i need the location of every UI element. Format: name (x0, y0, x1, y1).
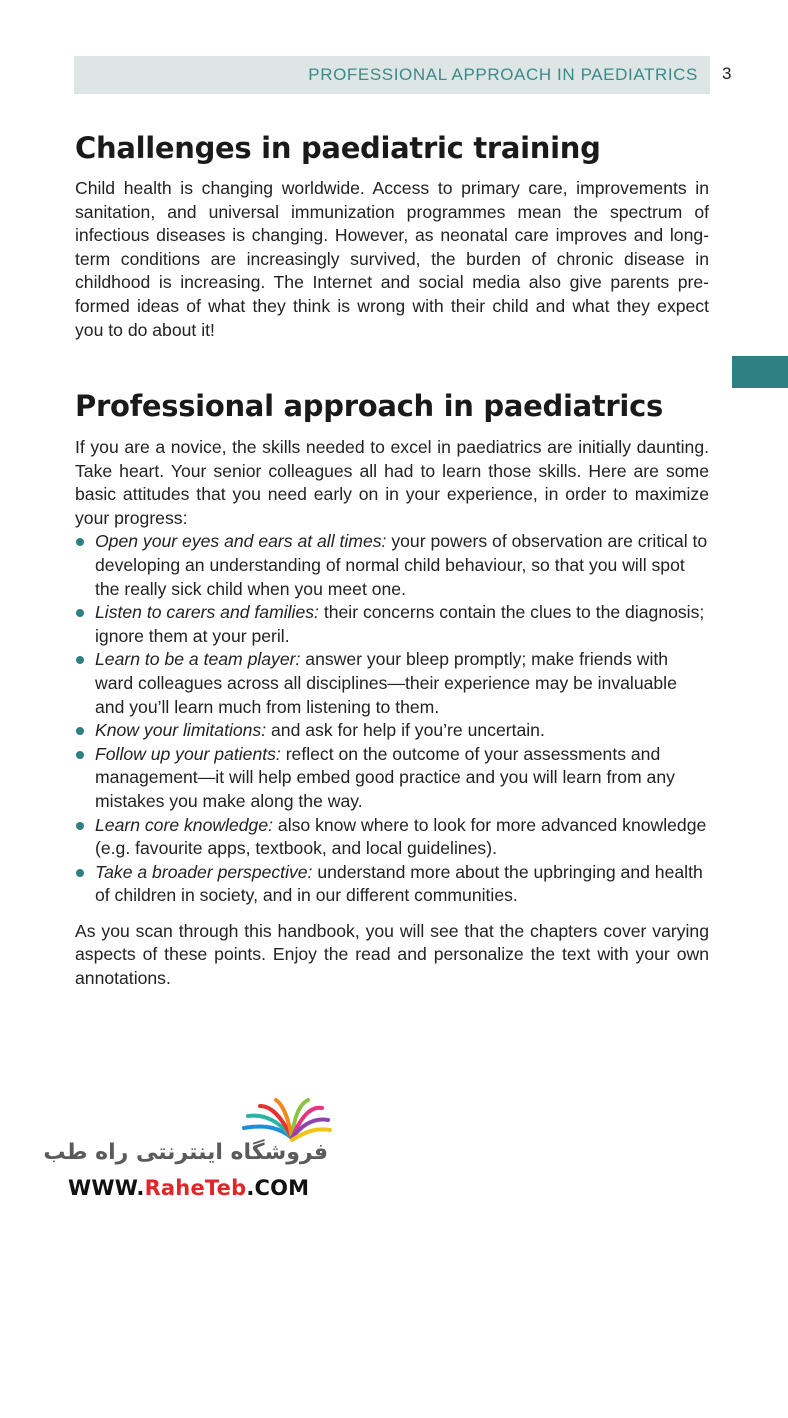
watermark-persian-text: فروشگاه اینترنتی راه طب (43, 1140, 328, 1165)
section-professional-approach (75, 388, 709, 991)
list-item: Learn core knowledge: also know where to look for more advanced knowledge (e.g. favourite apps, textbook, and local guidelines). (75, 814, 709, 861)
list-item: Take a broader perspective: understand more about the upbringing and health of children in society, and in our different communities. (75, 861, 709, 908)
page-number: 3 (722, 64, 732, 83)
watermark-url: WWW.RaheTeb.COM (68, 1176, 310, 1200)
section-paragraph: Child health is changing worldwide. Access to primary care, improvements in sanitation, and universal immunization programmes mean the spectrum of infectious diseases is changing. However, as neonatal care improves and long-term conditions are increasingly survived, the burden of chronic disease in childhood is increasing. The Internet and social media also give parents pre-formed ideas of what they think is wrong with their child and what they expect you to do about it! (75, 178, 709, 340)
list-item: Listen to carers and families: their concerns contain the clues to the diagnosis; ignore them at your peril. (75, 601, 709, 648)
section-heading: Challenges in paediatric training (75, 131, 601, 165)
section-challenges (75, 130, 709, 342)
attitudes-list (75, 530, 709, 908)
section-heading: Professional approach in paediatrics (75, 389, 663, 423)
list-item: Know your limitations: and ask for help if you’re uncertain. (75, 719, 709, 743)
list-item: Follow up your patients: reflect on the outcome of your assessments and management—it will help embed good practice and you will learn from any mistakes you make along the way. (75, 743, 709, 814)
closing-paragraph: As you scan through this handbook, you will see that the chapters cover varying aspects of these points. Enjoy the read and personalize the text with your own annotations. (75, 920, 709, 989)
intro-paragraph: If you are a novice, the skills needed to excel in paediatrics are initially daunting. Take heart. Your senior colleagues all had to learn those skills. Here are some basic attitudes that you need early on in your experience, in order to maximize your progress: (75, 437, 709, 528)
list-item: Learn to be a team player: answer your bleep promptly; make friends with ward colleagues across all disciplines—their experience may be invaluable and you’ll learn much from listening to them. (75, 648, 709, 719)
chapter-thumb-tab (732, 356, 788, 388)
list-item: Open your eyes and ears at all times: your powers of observation are critical to developing an understanding of normal child behaviour, so that you will spot the really sick child when you meet one. (75, 530, 709, 601)
open-book-icon (66, 1096, 332, 1144)
running-title: PROFESSIONAL APPROACH IN PAEDIATRICS (308, 65, 698, 84)
running-header (74, 56, 710, 94)
raheteb-watermark-logo (43, 1096, 332, 1206)
